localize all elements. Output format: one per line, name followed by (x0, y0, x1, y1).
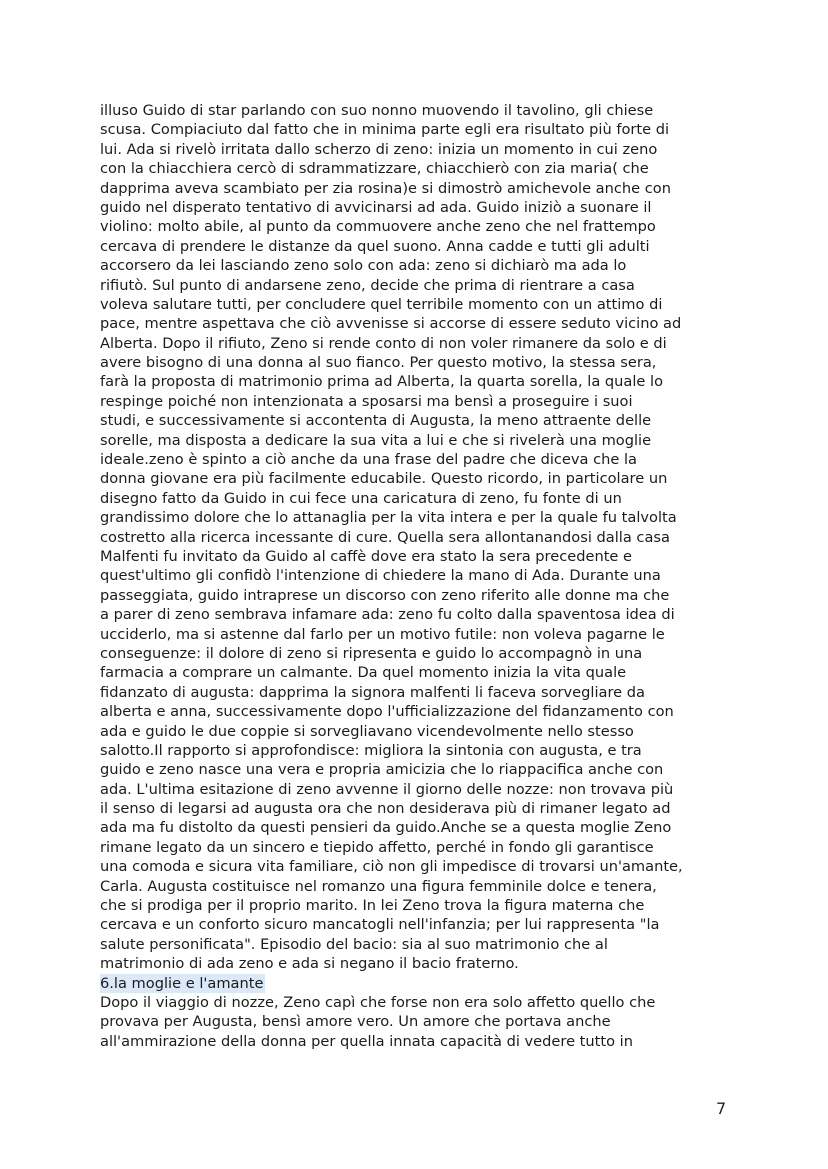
text-line: matrimonio di ada zeno e ada si negano il bacio fraterno. (100, 955, 519, 973)
text-line: provava per Augusta, bensì amore vero. Un amore che portava anche (100, 1013, 611, 1031)
text-line: respinge poiché non intenzionata a sposarsi ma bensì a proseguire i suoi (100, 392, 633, 410)
text-line: rifiutò. Sul punto di andarsene zeno, decide che prima di rientrare a casa (100, 276, 635, 294)
text-line: costretto alla ricerca incessante di cure. Quella sera allontanandosi dalla casa (100, 528, 670, 546)
text-line: quest'ultimo gli confidò l'intenzione di chiedere la mano di Ada. Durante una (100, 567, 661, 585)
text-line: Malfenti fu invitato da Guido al caffè dove era stato la sera precedente e (100, 547, 633, 565)
section-heading-line (100, 974, 740, 993)
text-line: illuso Guido di star parlando con suo nonno muovendo il tavolino, gli chiese (100, 102, 654, 119)
text-line: voleva salutare tutti, per concludere quel terribile momento con un attimo di (100, 295, 663, 313)
document-body (100, 101, 740, 1051)
text-line: studi, e successivamente si accontenta di Augusta, la meno attraente delle (100, 412, 652, 430)
text-line: grandissimo dolore che lo attanaglia per la vita intera e per la quale fu talvolta (100, 509, 677, 527)
text-line: guido nel disperato tentativo di avvicinarsi ad ada. Guido iniziò a suonare il (100, 198, 652, 216)
text-line: pace, mentre aspettava che ciò avvenisse si accorse di essere seduto vicino ad (100, 315, 682, 333)
text-line: alberta e anna, successivamente dopo l'ufficializzazione del fidanzamento con (100, 703, 674, 721)
text-line: Carla. Augusta costituisce nel romanzo una figura femminile dolce e tenera, (100, 877, 657, 895)
text-line: fidanzato di augusta: dapprima la signora malfenti li faceva sorvegliare da (100, 683, 645, 701)
text-line: Alberta. Dopo il rifiuto, Zeno si rende conto di non voler rimanere da solo e di (100, 334, 667, 352)
text-line: rimane legato da un sincero e tiepido affetto, perché in fondo gli garantisce (100, 838, 654, 856)
text-line: guido e zeno nasce una vera e propria amicizia che lo riappacifica anche con (100, 761, 664, 779)
text-line: sorelle, ma disposta a dedicare la sua vita a lui e che si rivelerà una moglie (100, 431, 652, 449)
text-line: con la chiacchiera cercò di sdrammatizzare, chiacchierò con zia maria( che (100, 160, 649, 178)
text-line: farà la proposta di matrimonio prima ad Alberta, la quarta sorella, la quale lo (100, 373, 664, 391)
text-line: accorsero da lei lasciando zeno solo con ada: zeno si dichiarò ma ada lo (100, 257, 627, 275)
text-line: ucciderlo, ma si astenne dal farlo per un motivo futile: non voleva pagarne le (100, 625, 665, 643)
text-line: Dopo il viaggio di nozze, Zeno capì che forse non era solo affetto quello che (100, 993, 656, 1011)
page-number: 7 (716, 1099, 727, 1118)
text-line: disegno fatto da Guido in cui fece una caricatura di zeno, fu fonte di un (100, 489, 622, 507)
text-line: ada e guido le due coppie si sorvegliavano vicendevolmente nello stesso (100, 722, 634, 740)
text-line: una comoda e sicura vita familiare, ciò non gli impedisce di trovarsi un'amante, (100, 858, 683, 876)
text-line: salute personificata". Episodio del bacio: sia al suo matrimonio che al (100, 935, 608, 953)
text-line: lui. Ada si rivelò irritata dallo scherzo di zeno: inizia un momento in cui zeno (100, 140, 658, 158)
paragraph-before-heading (100, 101, 740, 974)
text-line: violino: molto abile, al punto da commuovere anche zeno che nel frattempo (100, 218, 656, 236)
text-line: a parer di zeno sembrava infamare ada: zeno fu colto dalla spaventosa idea di (100, 606, 675, 624)
text-line: il senso di legarsi ad augusta ora che non desiderava più di rimaner legato ad (100, 800, 671, 818)
text-line: conseguenze: il dolore di zeno si ripresenta e guido lo accompagnò in una (100, 644, 643, 662)
paragraph-after-heading (100, 993, 740, 1051)
section-heading: 6.la moglie e l'amante (100, 974, 264, 992)
text-line: passeggiata, guido intraprese un discorso con zeno riferito alle donne ma che (100, 586, 670, 604)
text-line: cercava di prendere le distanze da quel suono. Anna cadde e tutti gli adulti (100, 237, 650, 255)
text-line: ideale.zeno è spinto a ciò anche da una frase del padre che diceva che la (100, 451, 638, 469)
text-line: all'ammirazione della donna per quella innata capacità di vedere tutto in (100, 1032, 633, 1050)
text-line: avere bisogno di una donna al suo fianco. Per questo motivo, la stessa sera, (100, 354, 657, 372)
text-line: salotto.Il rapporto si approfondisce: migliora la sintonia con augusta, e tra (100, 741, 642, 759)
text-line: donna giovane era più facilmente educabile. Questo ricordo, in particolare un (100, 470, 668, 488)
text-line: scusa. Compiaciuto dal fatto che in minima parte egli era risultato più forte di (100, 121, 670, 139)
text-line: cercava e un conforto sicuro mancatogli nell'infanzia; per lui rappresenta "la (100, 916, 660, 934)
text-line: dapprima aveva scambiato per zia rosina)e si dimostrò amichevole anche con (100, 179, 671, 197)
text-line: ada ma fu distolto da questi pensieri da guido.Anche se a questa moglie Zeno (100, 819, 672, 837)
text-line: farmacia a comprare un calmante. Da quel momento inizia la vita quale (100, 664, 627, 682)
text-line: che si prodiga per il proprio marito. In lei Zeno trova la figura materna che (100, 897, 645, 915)
text-line: ada. L'ultima esitazione di zeno avvenne il giorno delle nozze: non trovava più (100, 780, 674, 798)
